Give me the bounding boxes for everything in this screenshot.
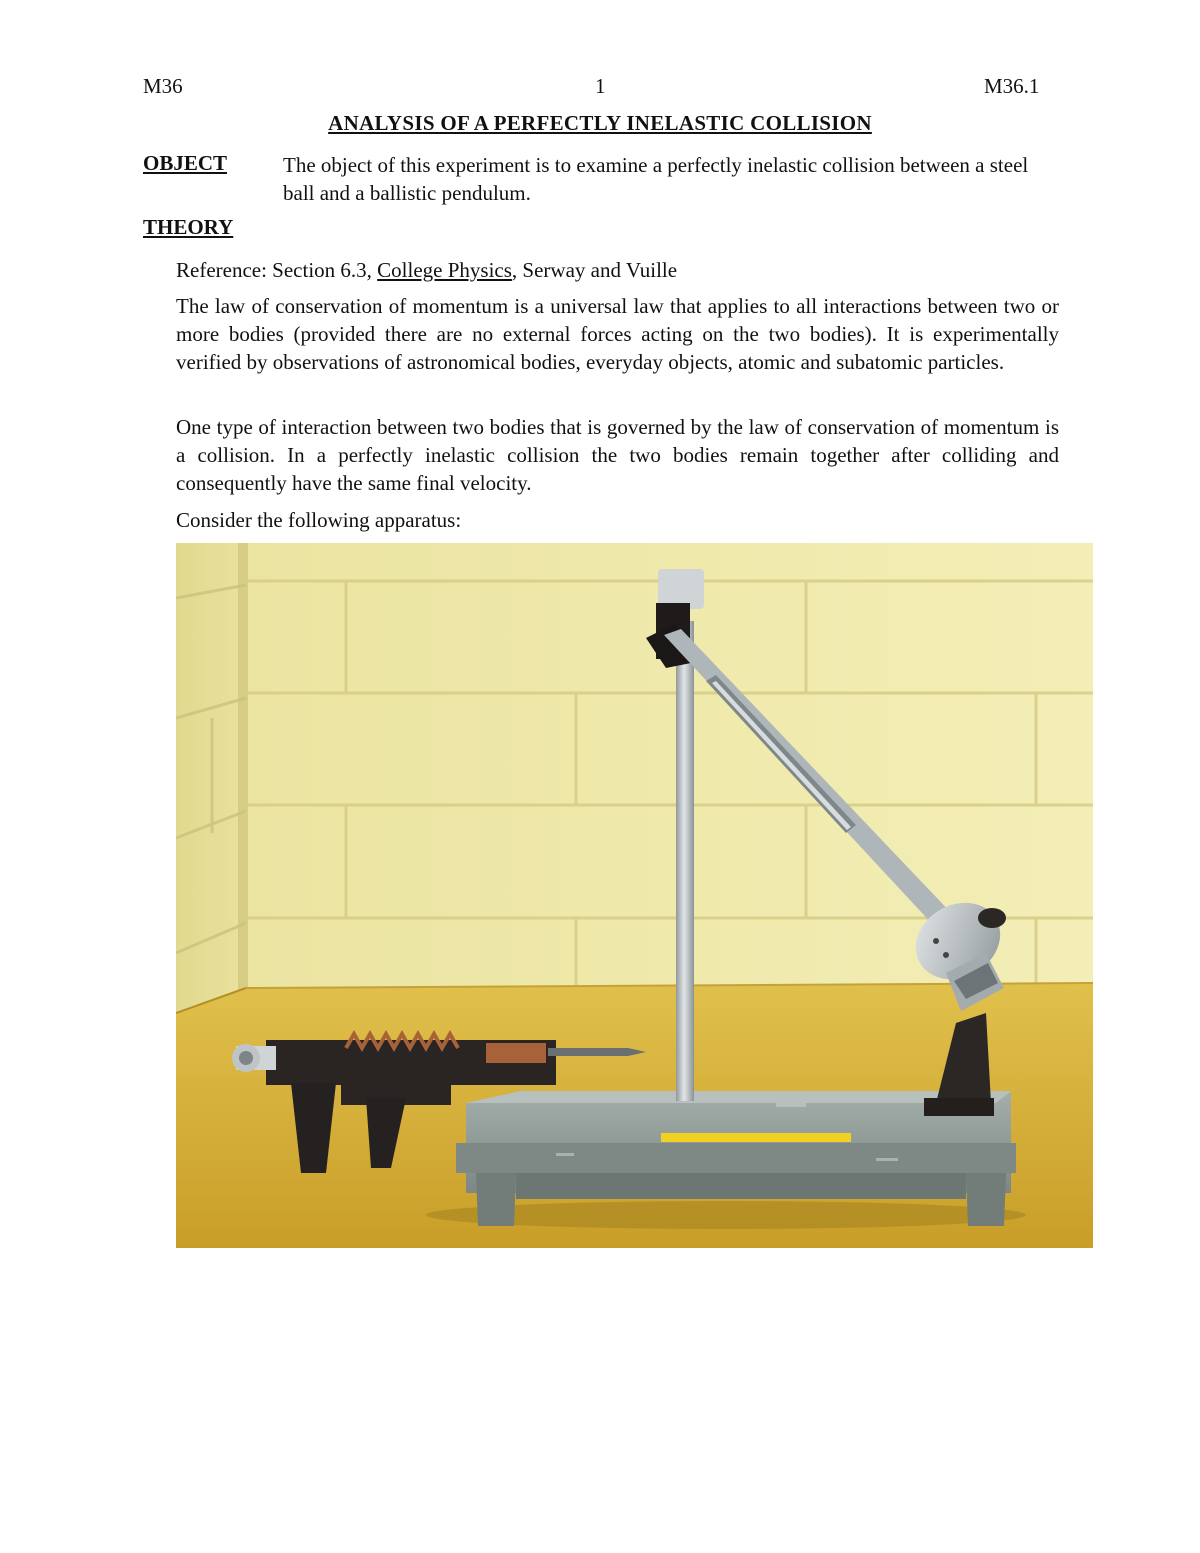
base-shadow — [426, 1201, 1026, 1229]
theory-paragraph-1: The law of conservation of momentum is a universal law that applies to all interactions between two or more bodies (provided there are no external forces acting on the two bodies). It is experimentally verified by observations of astronomical bodies, everyday objects, atomic and subatomic particles. — [176, 294, 1059, 374]
apparatus-photo — [176, 543, 1093, 1248]
reference-suffix: , Serway and Vuille — [511, 258, 678, 282]
theory-paragraph-3: Consider the following apparatus: — [176, 508, 462, 532]
header-right-code: M36.1 — [984, 74, 1040, 98]
theory-heading: THEORY — [143, 215, 234, 239]
document-title: ANALYSIS OF A PERFECTLY INELASTIC COLLISION — [328, 111, 872, 135]
page-number: 1 — [595, 74, 606, 98]
scale-label-stripe — [661, 1133, 851, 1142]
object-text: The object of this experiment is to examine a perfectly inelastic collision between a steel ball and a ballistic pendulum. — [283, 153, 1029, 205]
theory-paragraph-2: One type of interaction between two bodies that is governed by the law of conservation of momentum is a collision. In a perfectly inelastic collision the two bodies remain together after colliding and consequently have the same final velocity. — [176, 415, 1059, 495]
header-left-code: M36 — [143, 74, 183, 98]
object-heading: OBJECT — [143, 151, 228, 175]
reference-book-title: College Physics — [377, 258, 512, 282]
reference-line — [176, 256, 1059, 284]
reference-prefix: Reference: Section 6.3, — [176, 258, 378, 282]
